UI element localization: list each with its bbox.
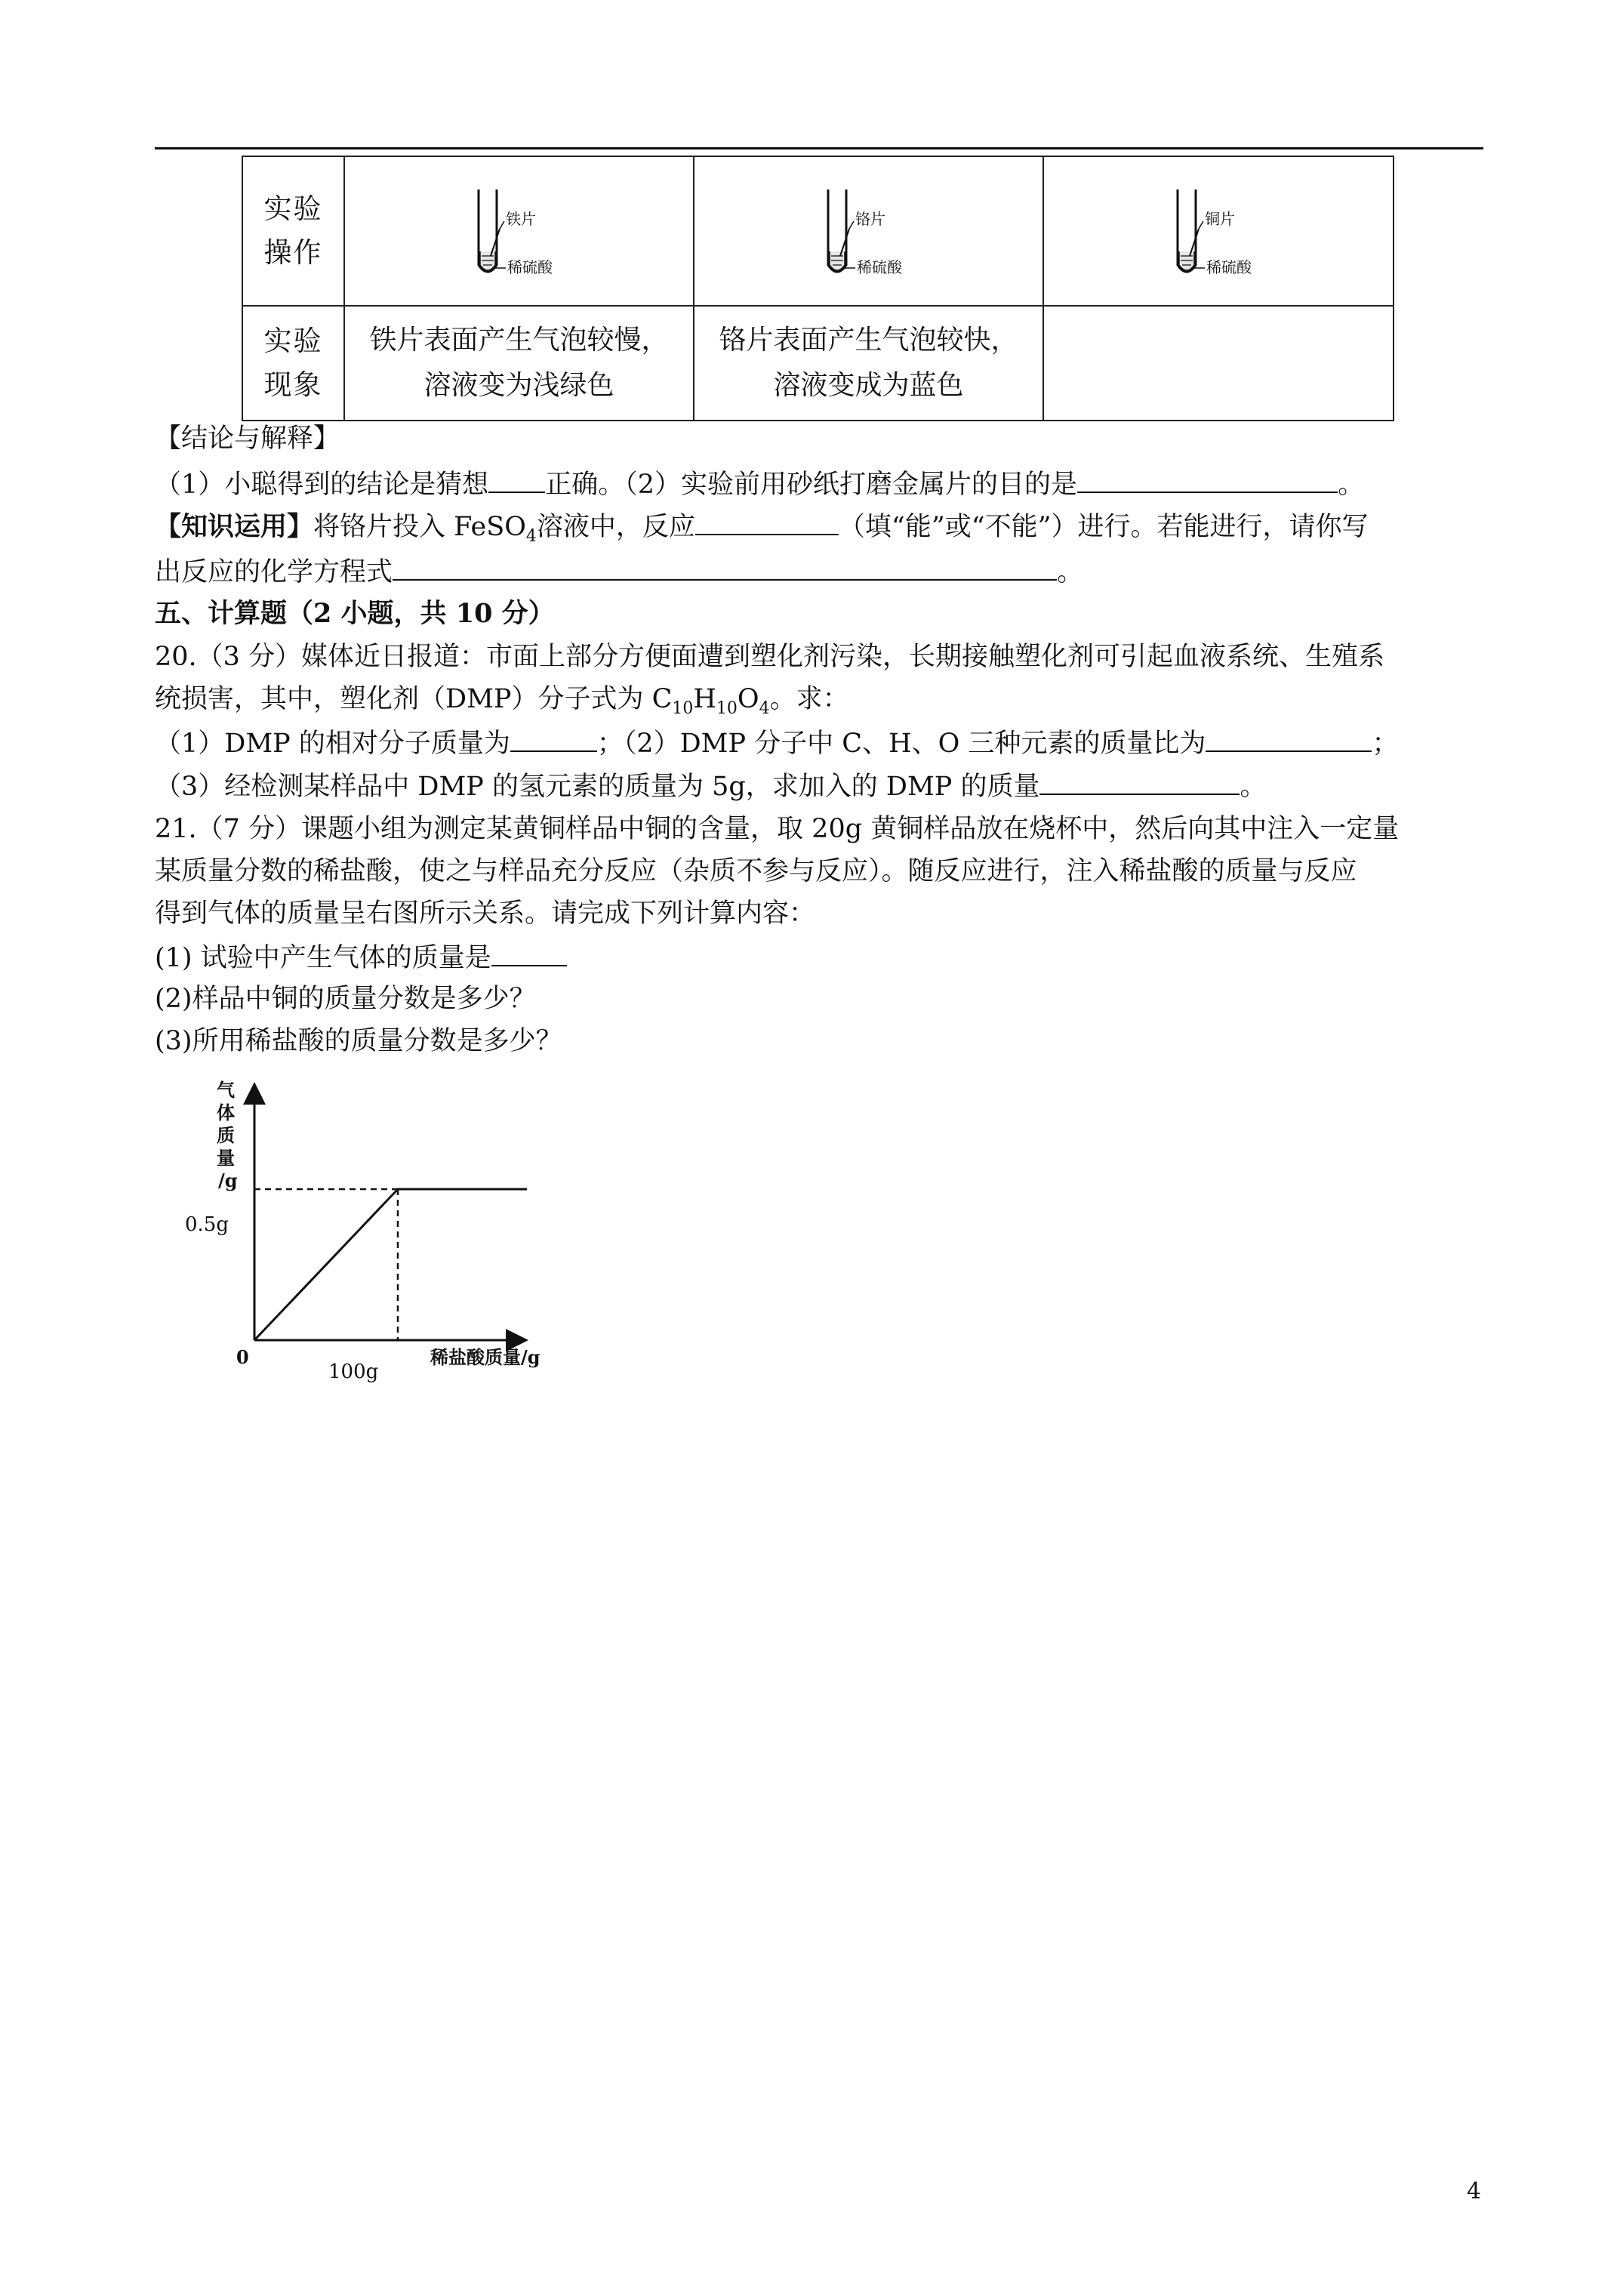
answer-blank[interactable] [491, 939, 567, 966]
answer-blank[interactable] [1206, 725, 1372, 752]
k-text-a: 将铬片投入 FeSO [313, 512, 526, 542]
x-axis-label: 稀盐酸质量/g [430, 1346, 540, 1368]
formula-h: H [693, 684, 716, 714]
q20-end: 。求： [769, 684, 849, 714]
conclusion-heading: 【结论与解释】 [155, 424, 340, 454]
y-label-char: 气 [217, 1079, 235, 1101]
answer-blank[interactable] [1039, 768, 1240, 795]
origin-label: 0 [236, 1346, 249, 1368]
k-text-b: 溶液中，反应 [536, 512, 695, 542]
q20-p1-a: （1）DMP 的相对分子质量为 [155, 729, 510, 759]
conclusion-line [155, 466, 1364, 502]
y-label-char: 质 [217, 1124, 235, 1146]
q21-part3: (3)所用稀盐酸的质量分数是多少？ [155, 1026, 562, 1056]
q20-p1-b: ；（2）DMP 分子中 C、H、O 三种元素的质量比为 [596, 729, 1206, 759]
phenomenon-line1: 铁片表面产生气泡较慢， [369, 325, 669, 356]
test-tube-copper-icon [1143, 167, 1294, 295]
metal-label: 铜片 [1205, 210, 1235, 228]
y-label-char: 量 [217, 1147, 235, 1169]
q20-line2 [155, 682, 849, 726]
phenomenon-iron [344, 306, 694, 421]
q20-part3 [155, 768, 1266, 804]
subscript: 4 [759, 699, 770, 718]
metal-label: 铁片 [505, 210, 536, 228]
q21-part2: (2)样品中铜的质量分数是多少？ [155, 984, 536, 1014]
y-label-char: /g [218, 1170, 238, 1191]
phenomenon-chromium [694, 306, 1043, 421]
formula-o: O [737, 684, 759, 714]
tube-cell-copper [1043, 156, 1394, 306]
acid-label: 稀硫酸 [1206, 258, 1252, 276]
knowledge-heading: 【知识运用】 [155, 511, 314, 542]
k2-end: 。 [1057, 557, 1084, 587]
c1-text-a: （1）小聪得到的结论是猜想 [155, 470, 489, 500]
phenomenon-header-line2: 现象 [263, 368, 323, 401]
q20-p1-end: ； [1372, 729, 1399, 759]
gas-mass-chart [170, 1072, 555, 1389]
answer-blank[interactable] [1077, 466, 1338, 493]
knowledge-line-2 [155, 553, 1083, 590]
y-tick-label: 0.5g [185, 1213, 229, 1236]
phenomenon-line2: 溶液变成为蓝色 [773, 370, 964, 401]
q20-part1 [155, 725, 1398, 761]
phenomenon-row [242, 306, 1394, 421]
phenomenon-line2: 溶液变为浅绿色 [423, 370, 614, 401]
header-rule [155, 147, 1483, 149]
x-tick-label: 100g [328, 1361, 379, 1383]
test-tube-iron-icon [444, 167, 595, 295]
acid-label: 稀硫酸 [856, 258, 902, 276]
q21-part1 [155, 939, 567, 975]
q20-p3-end: 。 [1240, 772, 1267, 802]
section-heading: 五、计算题（2 小题，共 10 分） [155, 598, 555, 629]
subscript: 10 [672, 699, 694, 718]
operation-header-line1: 实验 [263, 193, 323, 225]
y-label-char: 体 [217, 1102, 235, 1123]
experiment-table [242, 156, 1394, 421]
q20-line1: 20.（3 分）媒体近日报道：市面上部分方便面遭到塑化剂污染，长期接触塑化剂可引起血液系统、生殖系 [155, 642, 1385, 672]
acid-label: 稀硫酸 [507, 258, 553, 276]
metal-label: 铬片 [855, 210, 885, 228]
c1-text-b: 正确。（2）实验前用砂纸打磨金属片的目的是 [545, 470, 1078, 500]
q20-text: 统损害，其中，塑化剂（DMP）分子式为 C [155, 684, 673, 714]
q20-p3-a: （3）经检测某样品中 DMP 的氢元素的质量为 5g，求加入的 DMP 的质量 [155, 772, 1040, 802]
phenomenon-line1: 铬片表面产生气泡较快， [719, 325, 1018, 356]
test-tube-chromium-icon [793, 167, 944, 295]
y-axis-label [217, 1079, 238, 1191]
subscript: 4 [525, 527, 537, 546]
answer-blank[interactable] [510, 725, 597, 752]
c1-end: 。 [1338, 470, 1365, 500]
answer-blank[interactable] [393, 553, 1057, 581]
q21-line2: 某质量分数的稀盐酸，使之与样品充分反应（杂质不参与反应）。随反应进行，注入稀盐酸的质量与反应 [155, 856, 1357, 886]
phenomenon-header [242, 306, 344, 421]
k-text-c: （填“能”或“不能”）进行。若能进行，请你写 [838, 512, 1369, 542]
subscript: 10 [716, 699, 738, 718]
tube-cell-iron [344, 156, 694, 306]
answer-blank[interactable] [488, 466, 545, 493]
phenomenon-copper [1043, 306, 1394, 421]
q21-p1-text: (1) 试验中产生气体的质量是 [155, 943, 491, 973]
k2-text-a: 出反应的化学方程式 [155, 557, 393, 587]
operation-header-line2: 操作 [263, 236, 323, 269]
knowledge-line [155, 508, 1369, 554]
page-number: 4 [1467, 2178, 1482, 2205]
q21-line3: 得到气体的质量呈右图所示关系。请完成下列计算内容： [155, 898, 816, 929]
series-line [254, 1189, 527, 1340]
operation-header [242, 156, 344, 306]
answer-blank[interactable] [695, 508, 839, 535]
tube-cell-chromium [694, 156, 1043, 306]
operation-row [242, 156, 1394, 306]
q21-line1: 21.（7 分）课题小组为测定某黄铜样品中铜的含量，取 20g 黄铜样品放在烧杯中，然后向其中注入一定量 [155, 814, 1400, 844]
phenomenon-header-line1: 实验 [263, 325, 323, 357]
